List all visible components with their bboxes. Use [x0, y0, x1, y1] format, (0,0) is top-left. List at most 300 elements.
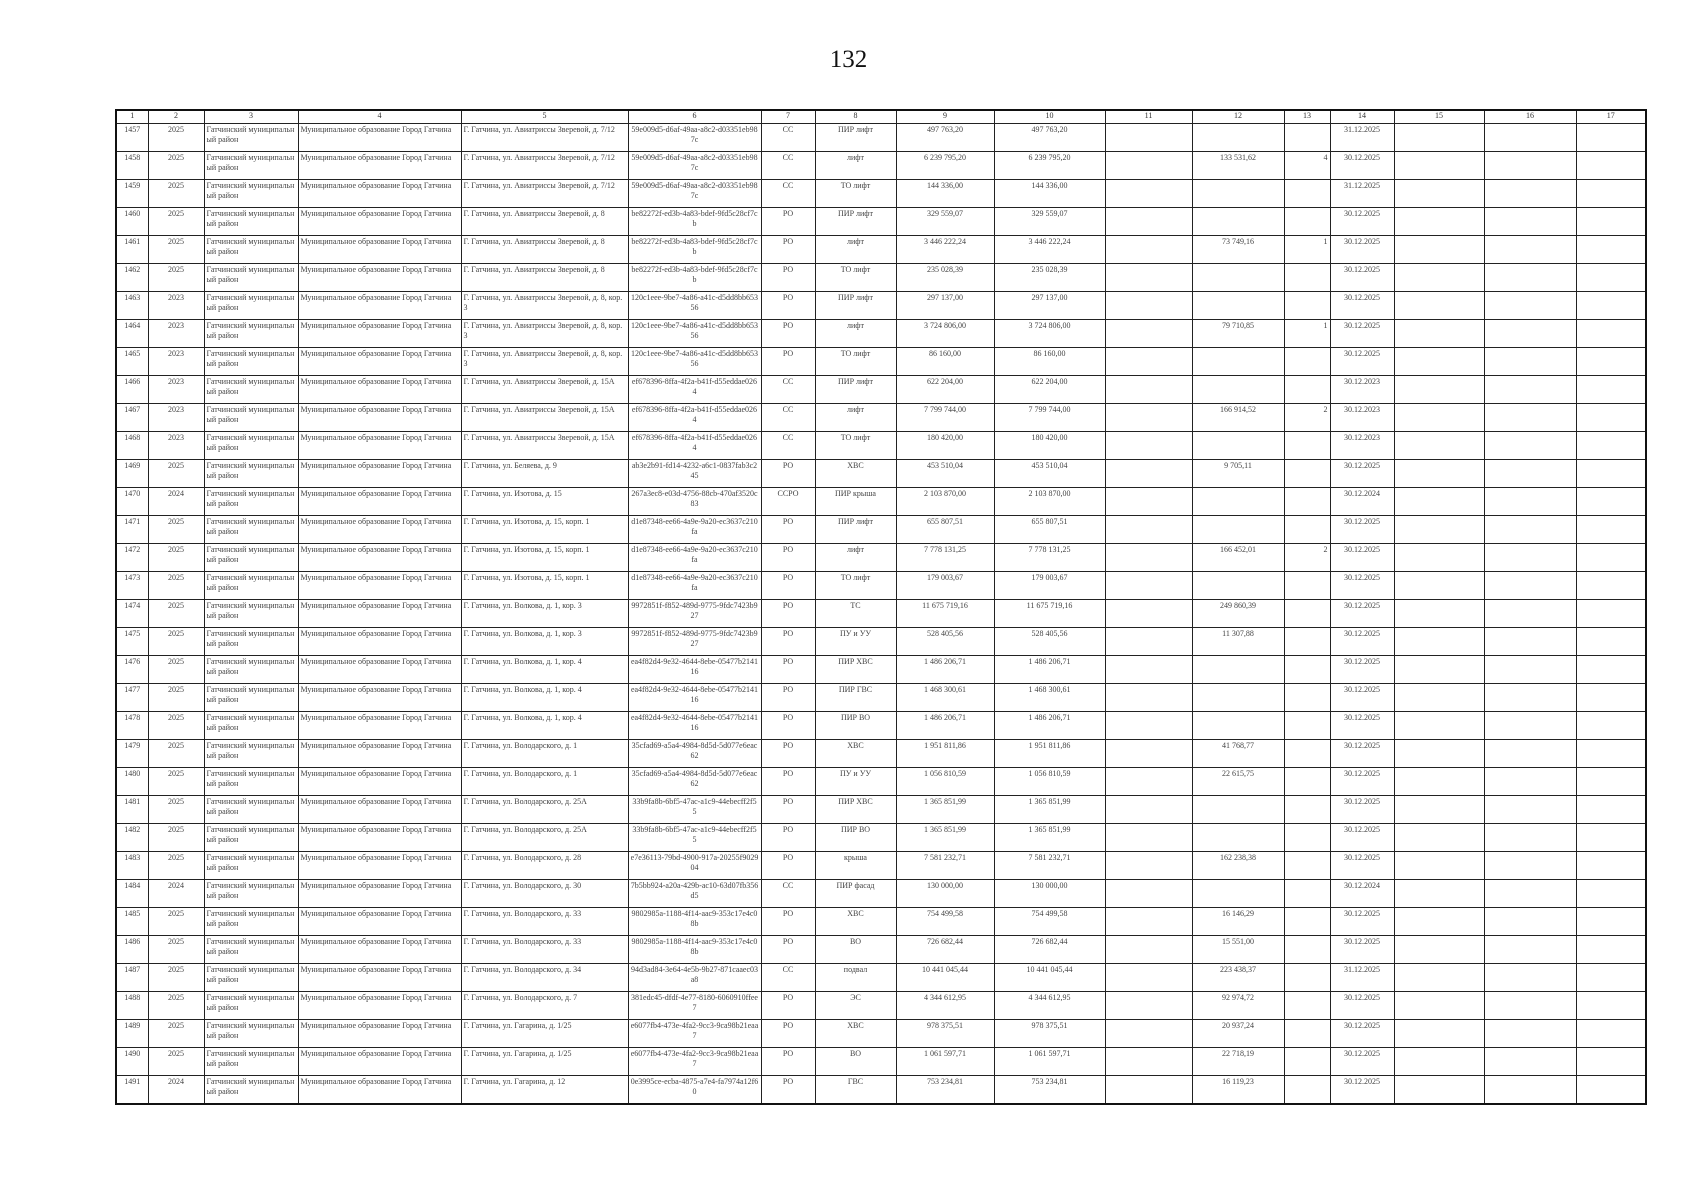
col-15-cell: [1394, 600, 1484, 628]
district-cell: Гатчинский муниципальный район: [204, 936, 298, 964]
units-cell: [1284, 796, 1330, 824]
cost-specific-cell: [1192, 180, 1284, 208]
units-cell: 2: [1284, 544, 1330, 572]
col-15-cell: [1394, 152, 1484, 180]
row-number-cell: 1469: [116, 460, 148, 488]
table-row: [116, 320, 1646, 348]
municipality-cell: Муниципальное образование Город Гатчина: [298, 796, 461, 824]
municipality-cell: Муниципальное образование Город Гатчина: [298, 180, 461, 208]
cost-fund-cell: 754 499,58: [994, 908, 1105, 936]
municipality-cell: Муниципальное образование Город Гатчина: [298, 936, 461, 964]
cost-other-cell: [1105, 824, 1192, 852]
col-17-cell: [1576, 1076, 1646, 1104]
table-body: [116, 124, 1646, 1104]
year-cell: 2024: [148, 488, 204, 516]
cost-fund-cell: 329 559,07: [994, 208, 1105, 236]
work-type-cell: ПИР ХВС: [815, 796, 896, 824]
row-number-cell: 1466: [116, 376, 148, 404]
table-row: [116, 152, 1646, 180]
address-cell: Г. Гатчина, ул. Беляева, д. 9: [461, 460, 628, 488]
cost-specific-cell: 223 438,37: [1192, 964, 1284, 992]
cost-specific-cell: 73 749,16: [1192, 236, 1284, 264]
work-type-cell: ПУ и УУ: [815, 768, 896, 796]
year-cell: 2025: [148, 796, 204, 824]
address-cell: Г. Гатчина, ул. Волкова, д. 1, кор. 4: [461, 656, 628, 684]
cost-other-cell: [1105, 936, 1192, 964]
col-17-cell: [1576, 152, 1646, 180]
col-16-cell: [1484, 936, 1576, 964]
col-17-cell: [1576, 796, 1646, 824]
program-type-cell: РО: [761, 1020, 815, 1048]
col-15-cell: [1394, 1048, 1484, 1076]
deadline-cell: 30.12.2025: [1330, 824, 1394, 852]
col-17-cell: [1576, 180, 1646, 208]
municipality-cell: Муниципальное образование Город Гатчина: [298, 516, 461, 544]
units-cell: [1284, 432, 1330, 460]
row-number-cell: 1482: [116, 824, 148, 852]
cost-other-cell: [1105, 572, 1192, 600]
program-type-cell: РО: [761, 992, 815, 1020]
deadline-cell: 30.12.2025: [1330, 516, 1394, 544]
col-15-cell: [1394, 740, 1484, 768]
row-number-cell: 1474: [116, 600, 148, 628]
col-16-cell: [1484, 880, 1576, 908]
year-cell: 2025: [148, 600, 204, 628]
work-type-cell: ВО: [815, 936, 896, 964]
district-cell: Гатчинский муниципальный район: [204, 488, 298, 516]
table-row: [116, 1048, 1646, 1076]
municipality-cell: Муниципальное образование Город Гатчина: [298, 152, 461, 180]
col-15-cell: [1394, 516, 1484, 544]
column-header: 3: [204, 110, 298, 124]
program-type-cell: СС: [761, 964, 815, 992]
total-cost-cell: 1 486 206,71: [896, 656, 994, 684]
program-type-cell: СС: [761, 124, 815, 152]
cost-specific-cell: 166 452,01: [1192, 544, 1284, 572]
work-type-cell: лифт: [815, 544, 896, 572]
col-17-cell: [1576, 208, 1646, 236]
col-16-cell: [1484, 908, 1576, 936]
col-16-cell: [1484, 712, 1576, 740]
municipality-cell: Муниципальное образование Город Гатчина: [298, 572, 461, 600]
house-guid-cell: 35cfad69-a5a4-4984-8d5d-5d077e6eac62: [628, 768, 761, 796]
total-cost-cell: 1 365 851,99: [896, 796, 994, 824]
units-cell: [1284, 1076, 1330, 1104]
col-16-cell: [1484, 544, 1576, 572]
column-header: 14: [1330, 110, 1394, 124]
work-type-cell: ПИР ХВС: [815, 656, 896, 684]
work-type-cell: ХВС: [815, 740, 896, 768]
program-type-cell: РО: [761, 544, 815, 572]
cost-fund-cell: 3 724 806,00: [994, 320, 1105, 348]
program-type-cell: СС: [761, 376, 815, 404]
deadline-cell: 30.12.2025: [1330, 264, 1394, 292]
cost-other-cell: [1105, 404, 1192, 432]
table-row: [116, 404, 1646, 432]
total-cost-cell: 7 799 744,00: [896, 404, 994, 432]
row-number-cell: 1486: [116, 936, 148, 964]
work-type-cell: ТО лифт: [815, 572, 896, 600]
col-17-cell: [1576, 684, 1646, 712]
district-cell: Гатчинский муниципальный район: [204, 320, 298, 348]
cost-other-cell: [1105, 992, 1192, 1020]
year-cell: 2025: [148, 768, 204, 796]
address-cell: Г. Гатчина, ул. Гагарина, д. 1/25: [461, 1048, 628, 1076]
house-guid-cell: ab3e2b91-fd14-4232-a6c1-0837fab3c245: [628, 460, 761, 488]
year-cell: 2023: [148, 404, 204, 432]
col-15-cell: [1394, 936, 1484, 964]
cost-other-cell: [1105, 152, 1192, 180]
program-type-cell: РО: [761, 796, 815, 824]
address-cell: Г. Гатчина, ул. Авиатриссы Зверевой, д. 8, кор. 3: [461, 292, 628, 320]
table-row: [116, 1076, 1646, 1104]
cost-other-cell: [1105, 768, 1192, 796]
col-17-cell: [1576, 376, 1646, 404]
deadline-cell: 30.12.2025: [1330, 768, 1394, 796]
program-type-cell: РО: [761, 572, 815, 600]
deadline-cell: 30.12.2025: [1330, 852, 1394, 880]
district-cell: Гатчинский муниципальный район: [204, 208, 298, 236]
col-16-cell: [1484, 264, 1576, 292]
deadline-cell: 30.12.2025: [1330, 712, 1394, 740]
year-cell: 2025: [148, 740, 204, 768]
col-15-cell: [1394, 348, 1484, 376]
row-number-cell: 1476: [116, 656, 148, 684]
deadline-cell: 30.12.2025: [1330, 936, 1394, 964]
address-cell: Г. Гатчина, ул. Володарского, д. 25А: [461, 796, 628, 824]
table-row: [116, 656, 1646, 684]
work-type-cell: ЭС: [815, 992, 896, 1020]
col-17-cell: [1576, 236, 1646, 264]
cost-fund-cell: 130 000,00: [994, 880, 1105, 908]
units-cell: [1284, 768, 1330, 796]
cost-specific-cell: 79 710,85: [1192, 320, 1284, 348]
municipality-cell: Муниципальное образование Город Гатчина: [298, 320, 461, 348]
cost-other-cell: [1105, 1048, 1192, 1076]
year-cell: 2025: [148, 656, 204, 684]
total-cost-cell: 3 446 222,24: [896, 236, 994, 264]
district-cell: Гатчинский муниципальный район: [204, 908, 298, 936]
district-cell: Гатчинский муниципальный район: [204, 740, 298, 768]
deadline-cell: 30.12.2025: [1330, 320, 1394, 348]
deadline-cell: 30.12.2025: [1330, 684, 1394, 712]
col-15-cell: [1394, 124, 1484, 152]
row-number-cell: 1475: [116, 628, 148, 656]
year-cell: 2025: [148, 628, 204, 656]
col-16-cell: [1484, 180, 1576, 208]
cost-fund-cell: 297 137,00: [994, 292, 1105, 320]
col-15-cell: [1394, 908, 1484, 936]
col-17-cell: [1576, 964, 1646, 992]
col-15-cell: [1394, 544, 1484, 572]
program-type-cell: РО: [761, 684, 815, 712]
program-type-cell: РО: [761, 628, 815, 656]
units-cell: 2: [1284, 404, 1330, 432]
deadline-cell: 30.12.2025: [1330, 292, 1394, 320]
total-cost-cell: 2 103 870,00: [896, 488, 994, 516]
col-16-cell: [1484, 964, 1576, 992]
total-cost-cell: 7 581 232,71: [896, 852, 994, 880]
cost-other-cell: [1105, 880, 1192, 908]
col-16-cell: [1484, 1076, 1576, 1104]
cost-specific-cell: 166 914,52: [1192, 404, 1284, 432]
municipality-cell: Муниципальное образование Город Гатчина: [298, 348, 461, 376]
deadline-cell: 30.12.2025: [1330, 1048, 1394, 1076]
house-guid-cell: d1e87348-ee66-4a9e-9a20-ec3637c210fa: [628, 544, 761, 572]
work-type-cell: ХВС: [815, 460, 896, 488]
col-15-cell: [1394, 880, 1484, 908]
cost-other-cell: [1105, 320, 1192, 348]
district-cell: Гатчинский муниципальный район: [204, 1048, 298, 1076]
col-16-cell: [1484, 684, 1576, 712]
work-type-cell: ПИР лифт: [815, 124, 896, 152]
units-cell: [1284, 824, 1330, 852]
year-cell: 2025: [148, 936, 204, 964]
row-number-cell: 1478: [116, 712, 148, 740]
units-cell: [1284, 880, 1330, 908]
deadline-cell: 30.12.2025: [1330, 1020, 1394, 1048]
row-number-cell: 1483: [116, 852, 148, 880]
year-cell: 2025: [148, 852, 204, 880]
address-cell: Г. Гатчина, ул. Изотова, д. 15, корп. 1: [461, 572, 628, 600]
cost-specific-cell: [1192, 712, 1284, 740]
deadline-cell: 30.12.2025: [1330, 628, 1394, 656]
district-cell: Гатчинский муниципальный район: [204, 236, 298, 264]
cost-specific-cell: 16 146,29: [1192, 908, 1284, 936]
house-guid-cell: e7e36113-79bd-4900-917a-20255f902904: [628, 852, 761, 880]
units-cell: [1284, 1020, 1330, 1048]
cost-other-cell: [1105, 180, 1192, 208]
program-type-cell: РО: [761, 264, 815, 292]
address-cell: Г. Гатчина, ул. Володарского, д. 1: [461, 768, 628, 796]
cost-fund-cell: 497 763,20: [994, 124, 1105, 152]
address-cell: Г. Гатчина, ул. Володарского, д. 33: [461, 908, 628, 936]
units-cell: [1284, 656, 1330, 684]
work-type-cell: крыша: [815, 852, 896, 880]
col-15-cell: [1394, 404, 1484, 432]
district-cell: Гатчинский муниципальный район: [204, 124, 298, 152]
district-cell: Гатчинский муниципальный район: [204, 460, 298, 488]
row-number-cell: 1459: [116, 180, 148, 208]
district-cell: Гатчинский муниципальный район: [204, 712, 298, 740]
units-cell: 4: [1284, 152, 1330, 180]
col-16-cell: [1484, 320, 1576, 348]
cost-other-cell: [1105, 628, 1192, 656]
address-cell: Г. Гатчина, ул. Авиатриссы Зверевой, д. 15А: [461, 404, 628, 432]
deadline-cell: 30.12.2025: [1330, 152, 1394, 180]
house-guid-cell: 35cfad69-a5a4-4984-8d5d-5d077e6eac62: [628, 740, 761, 768]
work-type-cell: ПИР фасад: [815, 880, 896, 908]
table-row: [116, 488, 1646, 516]
col-15-cell: [1394, 852, 1484, 880]
district-cell: Гатчинский муниципальный район: [204, 292, 298, 320]
total-cost-cell: 4 344 612,95: [896, 992, 994, 1020]
col-15-cell: [1394, 376, 1484, 404]
deadline-cell: 30.12.2025: [1330, 236, 1394, 264]
cost-other-cell: [1105, 852, 1192, 880]
col-17-cell: [1576, 992, 1646, 1020]
row-number-cell: 1473: [116, 572, 148, 600]
column-header: 9: [896, 110, 994, 124]
district-cell: Гатчинский муниципальный район: [204, 796, 298, 824]
units-cell: [1284, 684, 1330, 712]
municipality-cell: Муниципальное образование Город Гатчина: [298, 740, 461, 768]
units-cell: [1284, 712, 1330, 740]
municipality-cell: Муниципальное образование Город Гатчина: [298, 684, 461, 712]
table-row: [116, 908, 1646, 936]
address-cell: Г. Гатчина, ул. Авиатриссы Зверевой, д. 15А: [461, 376, 628, 404]
header-row: [116, 110, 1646, 124]
district-cell: Гатчинский муниципальный район: [204, 1076, 298, 1104]
program-type-cell: РО: [761, 348, 815, 376]
address-cell: Г. Гатчина, ул. Авиатриссы Зверевой, д. 8: [461, 264, 628, 292]
row-number-cell: 1463: [116, 292, 148, 320]
col-16-cell: [1484, 488, 1576, 516]
district-cell: Гатчинский муниципальный район: [204, 600, 298, 628]
program-type-cell: РО: [761, 1076, 815, 1104]
cost-other-cell: [1105, 600, 1192, 628]
table-row: [116, 768, 1646, 796]
units-cell: [1284, 488, 1330, 516]
house-guid-cell: be82272f-ed3b-4a83-bdef-9fd5c28cf7cb: [628, 264, 761, 292]
units-cell: [1284, 964, 1330, 992]
work-type-cell: ТС: [815, 600, 896, 628]
deadline-cell: 30.12.2025: [1330, 208, 1394, 236]
col-16-cell: [1484, 824, 1576, 852]
municipality-cell: Муниципальное образование Город Гатчина: [298, 208, 461, 236]
cost-other-cell: [1105, 740, 1192, 768]
house-guid-cell: ef678396-8ffa-4f2a-b41f-d55eddae0264: [628, 404, 761, 432]
house-guid-cell: 33b9fa8b-6bf5-47ac-a1c9-44ebecff2f55: [628, 824, 761, 852]
work-type-cell: ПИР лифт: [815, 376, 896, 404]
units-cell: [1284, 180, 1330, 208]
table-row: [116, 432, 1646, 460]
house-guid-cell: be82272f-ed3b-4a83-bdef-9fd5c28cf7cb: [628, 236, 761, 264]
program-type-cell: РО: [761, 516, 815, 544]
column-header: 13: [1284, 110, 1330, 124]
col-17-cell: [1576, 460, 1646, 488]
deadline-cell: 30.12.2023: [1330, 432, 1394, 460]
municipality-cell: Муниципальное образование Город Гатчина: [298, 712, 461, 740]
house-guid-cell: 9802985a-1188-4f14-aac9-353c17e4c08b: [628, 908, 761, 936]
cost-specific-cell: 22 718,19: [1192, 1048, 1284, 1076]
year-cell: 2023: [148, 320, 204, 348]
address-cell: Г. Гатчина, ул. Авиатриссы Зверевой, д. 15А: [461, 432, 628, 460]
row-number-cell: 1484: [116, 880, 148, 908]
address-cell: Г. Гатчина, ул. Володарского, д. 34: [461, 964, 628, 992]
col-17-cell: [1576, 600, 1646, 628]
address-cell: Г. Гатчина, ул. Гагарина, д. 1/25: [461, 1020, 628, 1048]
cost-other-cell: [1105, 656, 1192, 684]
row-number-cell: 1477: [116, 684, 148, 712]
work-type-cell: лифт: [815, 152, 896, 180]
col-15-cell: [1394, 264, 1484, 292]
col-16-cell: [1484, 460, 1576, 488]
cost-fund-cell: 1 056 810,59: [994, 768, 1105, 796]
col-17-cell: [1576, 292, 1646, 320]
house-guid-cell: d1e87348-ee66-4a9e-9a20-ec3637c210fa: [628, 516, 761, 544]
table-row: [116, 460, 1646, 488]
address-cell: Г. Гатчина, ул. Волкова, д. 1, кор. 3: [461, 600, 628, 628]
year-cell: 2025: [148, 264, 204, 292]
table-row: [116, 712, 1646, 740]
cost-fund-cell: 655 807,51: [994, 516, 1105, 544]
district-cell: Гатчинский муниципальный район: [204, 992, 298, 1020]
cost-fund-cell: 180 420,00: [994, 432, 1105, 460]
cost-fund-cell: 86 160,00: [994, 348, 1105, 376]
municipality-cell: Муниципальное образование Город Гатчина: [298, 376, 461, 404]
district-cell: Гатчинский муниципальный район: [204, 768, 298, 796]
work-type-cell: ПИР лифт: [815, 292, 896, 320]
table-row: [116, 992, 1646, 1020]
table-row: [116, 180, 1646, 208]
total-cost-cell: 622 204,00: [896, 376, 994, 404]
col-16-cell: [1484, 236, 1576, 264]
units-cell: [1284, 516, 1330, 544]
work-type-cell: ТО лифт: [815, 348, 896, 376]
house-guid-cell: 59e009d5-d6af-49aa-a8c2-d03351eb987c: [628, 124, 761, 152]
total-cost-cell: 453 510,04: [896, 460, 994, 488]
year-cell: 2025: [148, 208, 204, 236]
program-type-cell: ССРО: [761, 488, 815, 516]
units-cell: [1284, 936, 1330, 964]
municipality-cell: Муниципальное образование Город Гатчина: [298, 124, 461, 152]
municipality-cell: Муниципальное образование Город Гатчина: [298, 600, 461, 628]
col-17-cell: [1576, 1048, 1646, 1076]
col-16-cell: [1484, 152, 1576, 180]
municipality-cell: Муниципальное образование Город Гатчина: [298, 628, 461, 656]
col-17-cell: [1576, 572, 1646, 600]
year-cell: 2024: [148, 880, 204, 908]
cost-fund-cell: 7 581 232,71: [994, 852, 1105, 880]
total-cost-cell: 144 336,00: [896, 180, 994, 208]
table-row: [116, 880, 1646, 908]
col-17-cell: [1576, 432, 1646, 460]
total-cost-cell: 1 061 597,71: [896, 1048, 994, 1076]
cost-other-cell: [1105, 460, 1192, 488]
address-cell: Г. Гатчина, ул. Гагарина, д. 12: [461, 1076, 628, 1104]
deadline-cell: 30.12.2024: [1330, 488, 1394, 516]
address-cell: Г. Гатчина, ул. Володарского, д. 1: [461, 740, 628, 768]
row-number-cell: 1485: [116, 908, 148, 936]
year-cell: 2025: [148, 1020, 204, 1048]
deadline-cell: 31.12.2025: [1330, 124, 1394, 152]
col-17-cell: [1576, 516, 1646, 544]
total-cost-cell: 297 137,00: [896, 292, 994, 320]
municipality-cell: Муниципальное образование Город Гатчина: [298, 992, 461, 1020]
column-header: 7: [761, 110, 815, 124]
deadline-cell: 30.12.2025: [1330, 908, 1394, 936]
address-cell: Г. Гатчина, ул. Волкова, д. 1, кор. 3: [461, 628, 628, 656]
deadline-cell: 30.12.2025: [1330, 796, 1394, 824]
municipality-cell: Муниципальное образование Город Гатчина: [298, 460, 461, 488]
col-15-cell: [1394, 992, 1484, 1020]
address-cell: Г. Гатчина, ул. Волкова, д. 1, кор. 4: [461, 684, 628, 712]
program-type-cell: СС: [761, 432, 815, 460]
units-cell: [1284, 376, 1330, 404]
row-number-cell: 1488: [116, 992, 148, 1020]
deadline-cell: 30.12.2023: [1330, 376, 1394, 404]
col-15-cell: [1394, 824, 1484, 852]
municipality-cell: Муниципальное образование Город Гатчина: [298, 1076, 461, 1104]
col-15-cell: [1394, 180, 1484, 208]
address-cell: Г. Гатчина, ул. Володарского, д. 25А: [461, 824, 628, 852]
house-guid-cell: be82272f-ed3b-4a83-bdef-9fd5c28cf7cb: [628, 208, 761, 236]
year-cell: 2025: [148, 236, 204, 264]
year-cell: 2025: [148, 824, 204, 852]
cost-other-cell: [1105, 488, 1192, 516]
cost-fund-cell: 7 799 744,00: [994, 404, 1105, 432]
